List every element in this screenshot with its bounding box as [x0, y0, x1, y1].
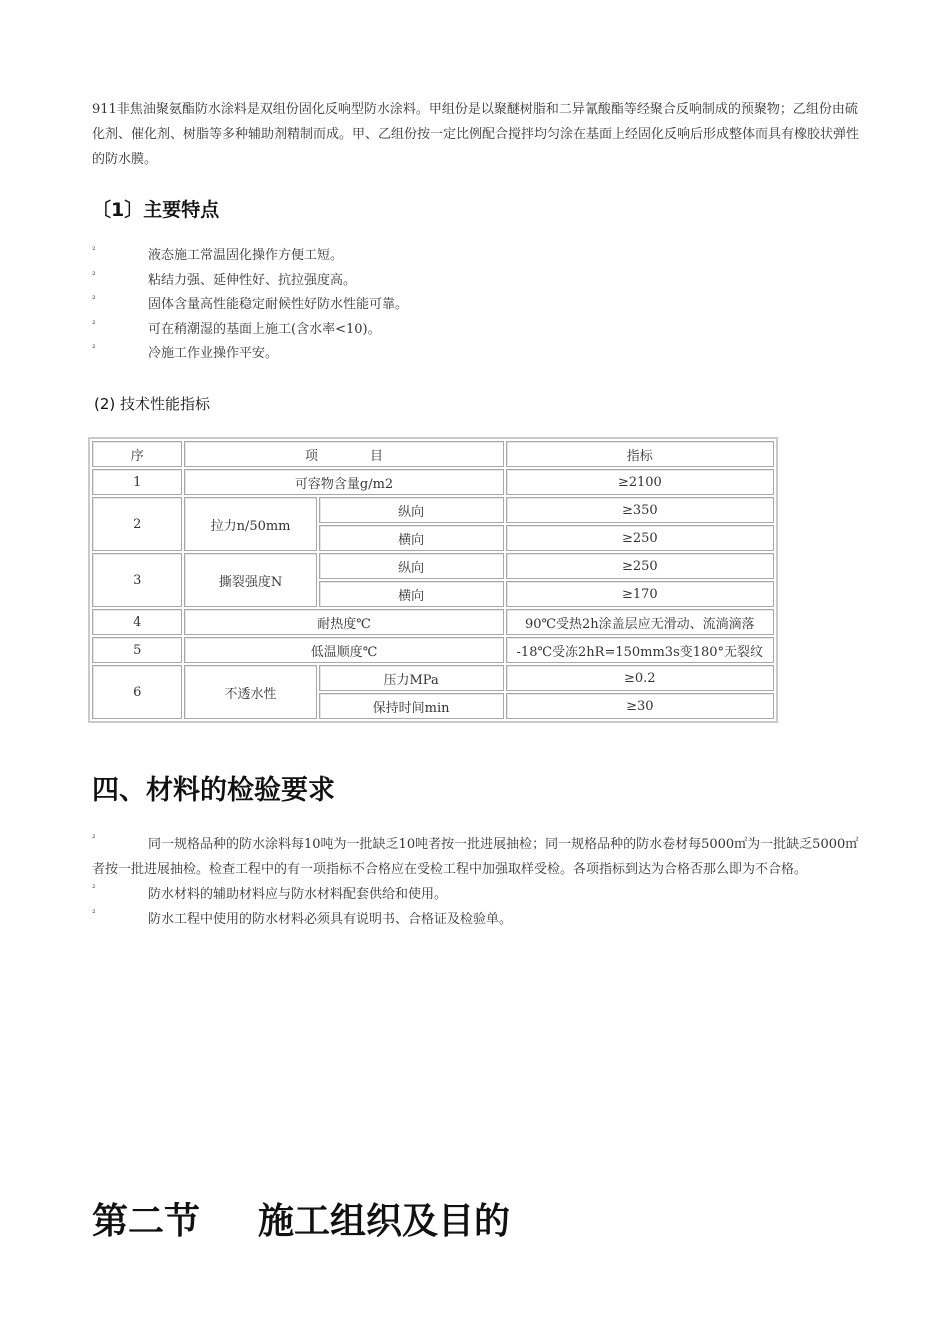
table-row: 5 低温顺度℃ -18℃受冻2hR=150mm3s变180°无裂纹 [92, 637, 774, 663]
section4-heading: 四、材料的检验要求 [92, 775, 335, 806]
header-item: 项 目 [184, 441, 503, 467]
bullet-mark: ² [92, 319, 96, 330]
spec-table-frame [88, 437, 778, 723]
list-item: ² 可在稍潮湿的基面上施工(含水率<10)。 [92, 318, 862, 343]
table-row: 1 可容物含量g/m2 ≥2100 [92, 469, 774, 495]
section-title: 施工组织及目的 [258, 1201, 511, 1242]
table-row: 横向 ≥250 [92, 525, 774, 551]
bullet-mark: ² [92, 909, 96, 919]
table-row: 6 不透水性 压力MPa ≥0.2 [92, 665, 774, 691]
bullet-mark: ² [92, 834, 96, 844]
bullet-mark: ² [92, 344, 96, 354]
list-item: ² 固体含量高性能稳定耐候性好防水性能可靠。 [92, 293, 862, 318]
header-seq: 序 [92, 441, 182, 467]
features-heading: 〔1〕主要特点 [92, 199, 220, 221]
list-item: ² 同一规格品种的防水涂料每10吨为一批缺乏10吨者按一批进展抽检；同一规格品种的防水卷材每5000㎡为一批缺乏5000㎡者按一批进展抽检。检查工程中的有一项指标不合格应在受检工程中加强取样受检。各项指标到达为合格否那么即为不合格。 [92, 832, 862, 882]
spec-table [90, 439, 776, 721]
features-list [92, 244, 862, 367]
list-item: ² 冷施工作业操作平安。 [92, 342, 862, 367]
list-item: ² 液态施工常温固化操作方便工短。 [92, 244, 862, 269]
inspection-list [92, 832, 862, 932]
bullet-mark: ² [92, 246, 96, 256]
table-header-row [92, 441, 774, 467]
table-row: 横向 ≥170 [92, 581, 774, 607]
bullet-mark: ² [92, 884, 96, 894]
bullet-mark: ² [92, 270, 96, 281]
table-row: 3 撕裂强度N 纵向 ≥250 [92, 553, 774, 579]
bullet-mark: ² [92, 295, 96, 305]
header-index: 指标 [506, 441, 774, 467]
section-number: 第二节 [92, 1201, 201, 1242]
tech-heading: (2) 技术性能指标 [94, 395, 211, 413]
list-item: ² 防水工程中使用的防水材料必须具有说明书、合格证及检验单。 [92, 907, 862, 932]
table-row: 保持时间min ≥30 [92, 693, 774, 719]
table-row: 2 拉力n/50mm 纵向 ≥350 [92, 497, 774, 523]
intro-paragraph: 911非焦油聚氨酯防水涂料是双组份固化反响型防水涂料。甲组份是以聚醚树脂和二异氰酸酯等经聚合反响制成的预聚物；乙组份由硫化剂、催化剂、树脂等多种辅助剂精制而成。甲、乙组份按一定比例配合搅拌均匀涂在基面上经固化反响后形成整体而具有橡胶状弹性的防水膜。 [92, 102, 860, 167]
list-item: ² 防水材料的辅助材料应与防水材料配套供给和使用。 [92, 882, 862, 907]
list-item: ² 粘结力强、延伸性好、抗拉强度高。 [92, 269, 862, 294]
section2-heading [92, 1193, 510, 1244]
table-row: 4 耐热度℃ 90℃受热2h涂盖层应无滑动、流淌滴落 [92, 609, 774, 635]
